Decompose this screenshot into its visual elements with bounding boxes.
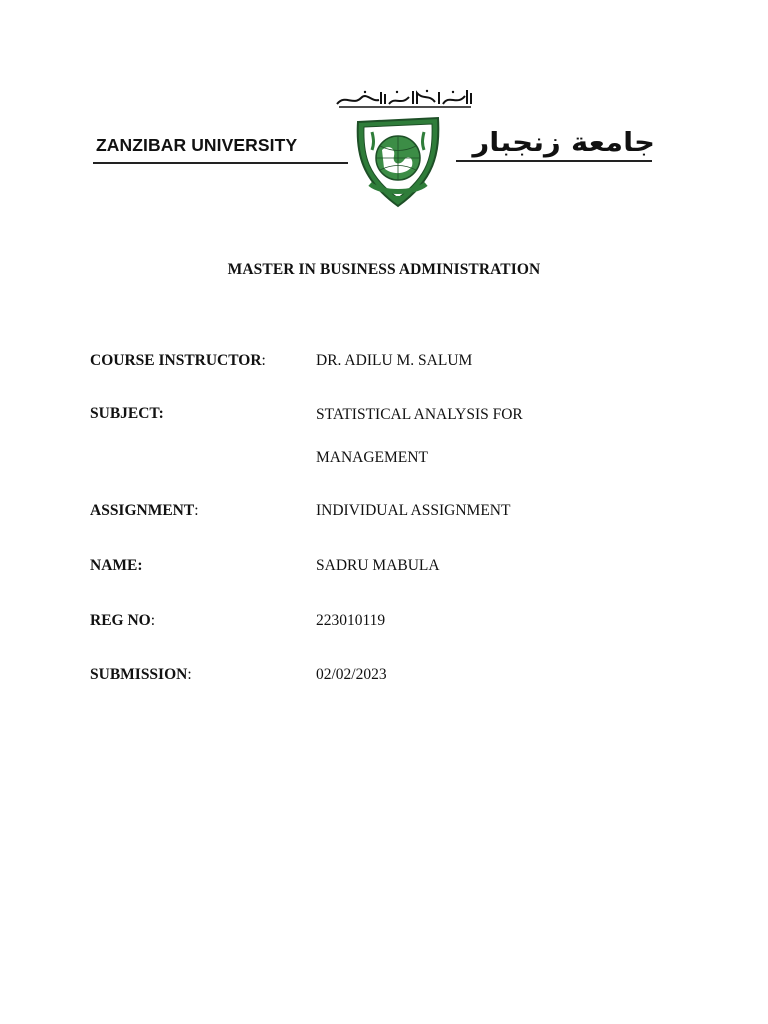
- university-name-english: ZANZIBAR UNIVERSITY: [96, 135, 298, 155]
- field-label: ASSIGNMENT:: [90, 502, 199, 519]
- field-label: NAME:: [90, 557, 143, 574]
- field-value: INDIVIDUAL ASSIGNMENT: [316, 502, 511, 519]
- university-crest-icon: [352, 114, 444, 210]
- university-name-arabic: جامعة زنجبار: [472, 128, 655, 158]
- basmala-calligraphy: [335, 88, 475, 110]
- field-label: SUBMISSION:: [90, 666, 192, 683]
- field-value: 02/02/2023: [316, 666, 387, 683]
- program-title: MASTER IN BUSINESS ADMINISTRATION: [227, 261, 541, 278]
- header-rule-left: [93, 162, 348, 164]
- field-value: SADRU MABULA: [316, 557, 440, 574]
- field-label: COURSE INSTRUCTOR:: [90, 352, 266, 369]
- header-rule-right: [456, 160, 652, 162]
- field-value: 223010119: [316, 612, 386, 629]
- field-value: DR. ADILU M. SALUM: [316, 352, 473, 369]
- letterhead: [90, 84, 656, 214]
- field-label: REG NO:: [90, 612, 156, 629]
- field-label: SUBJECT:: [90, 405, 164, 422]
- field-value: STATISTICAL ANALYSIS FOR MANAGEMENT: [316, 406, 523, 466]
